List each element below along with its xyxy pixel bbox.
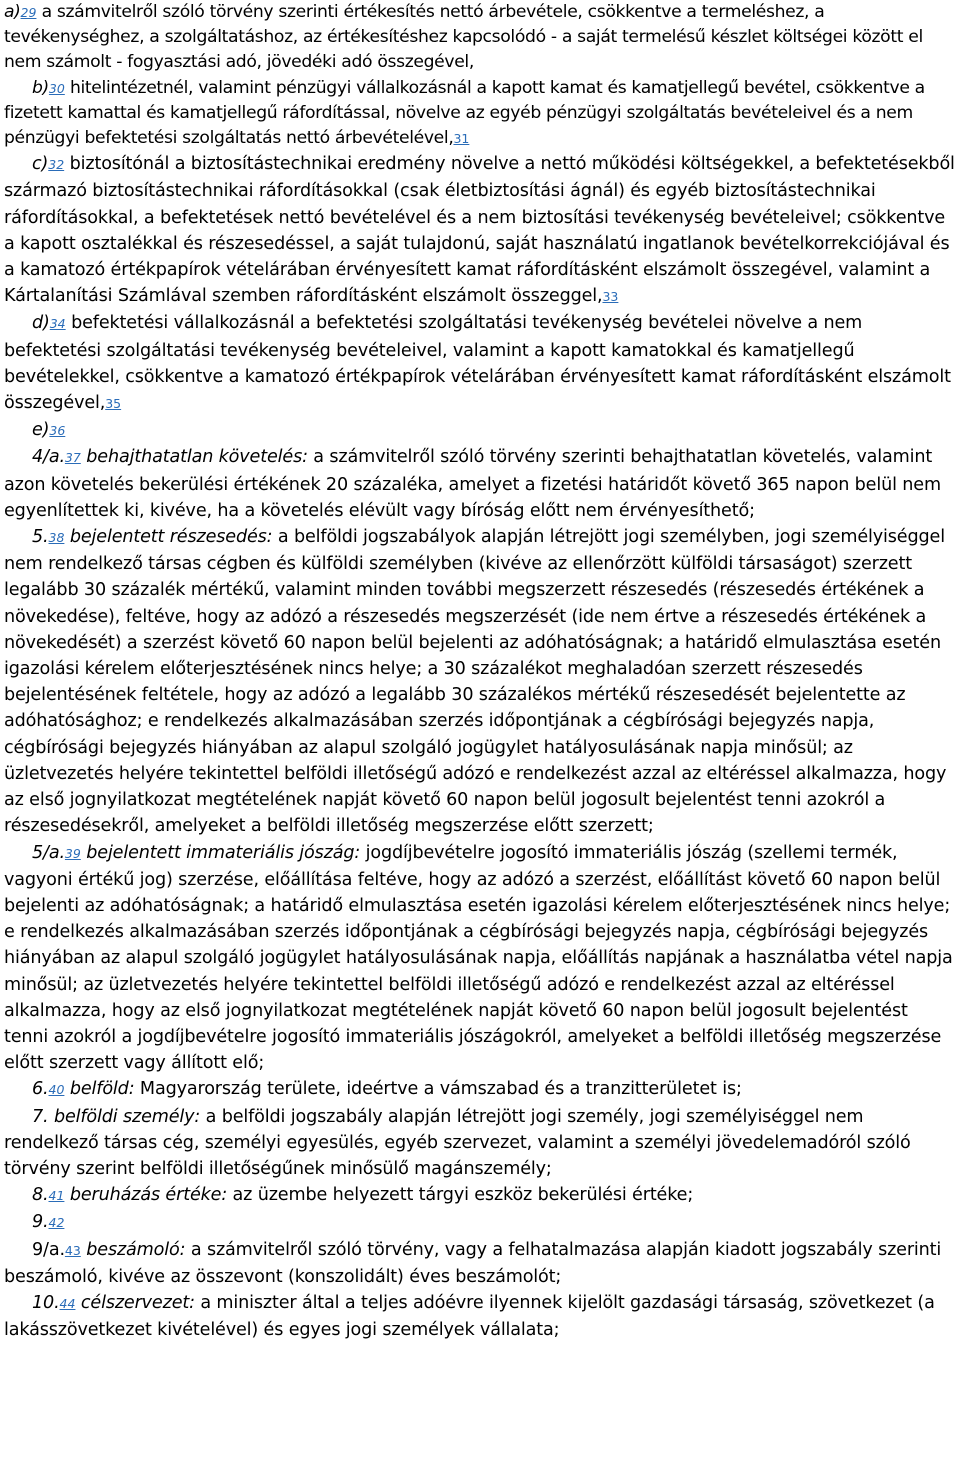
paragraph-d <box>4 310 956 417</box>
item-label: 6. <box>32 1079 49 1100</box>
paragraph-text: az üzembe helyezett tárgyi eszköz bekerülési értéke; <box>227 1185 694 1206</box>
footnote-link[interactable]: 38 <box>48 530 65 546</box>
paragraph-text: a miniszter által a teljes adóévre ilyennek kijelölt gazdasági társaság, szövetkezet (a lakásszövetkezet kivételével) és egyes jogi személyek vállalata; <box>4 1292 935 1341</box>
paragraph-10 <box>4 1290 956 1343</box>
item-label: a) <box>4 2 21 22</box>
paragraph-text: a számvitelről szóló törvény, vagy a felhatalmazása alapján kiadott jogszabály szerinti beszámoló, kivéve az összevont (konszolidált) éves beszámolót; <box>4 1239 942 1287</box>
item-label: d) <box>32 313 50 334</box>
defined-term: behajthatatlan követelés: <box>80 447 308 468</box>
item-label: 5. <box>32 527 49 548</box>
paragraph-5a <box>4 840 956 1077</box>
footnote-link[interactable]: 42 <box>48 1215 65 1231</box>
footnote-link[interactable]: 40 <box>48 1082 65 1098</box>
defined-term: bejelentett immateriális jószág: <box>80 842 361 863</box>
paragraph-text: jogdíjbevételre jogosító immateriális jószág (szellemi termék, vagyoni értékű jog) szerzése, előállítása feltéve, hogy az adózó a szerzést, előállítást követő 60 napon belül bejelenti az adóhatóságnak; a határidő elmulasztása esetén igazolási kérelem előterjesztésének nincs helye; e rendelkezés alkalmazásában szerzés időpontjának a cégbírósági bejegyzés napja, cégbírósági bejegyzés hiányában az alapul szolgáló jogügylet hatályosulásának napja, előállítás napjának a használatba vétel napja minősül; az üzletvezetés helyére tekintettel belföldi illetőségű adózó e rendelkezést azzal az eltéréssel alkalmazza, hogy az első jognyilatkozat megtételének napját követő 60 napon belül jogosult bejelentést tenni azokról a jogdíjbevételre jogosító immateriális jószágokról, amelyeket a belföldi illetőség megszerzése előtt szerzett vagy állított elő; <box>4 842 953 1074</box>
paragraph-8 <box>4 1182 956 1209</box>
footnote-link[interactable]: 34 <box>49 316 66 332</box>
footnote-link[interactable]: 41 <box>48 1188 65 1204</box>
item-label: 10. <box>32 1292 60 1313</box>
paragraph-text: Magyarország területe, ideértve a vámszabad és a tranzitterületet is; <box>134 1079 742 1100</box>
paragraph-5 <box>4 524 956 839</box>
footnote-link[interactable]: 29 <box>20 5 37 20</box>
item-label: 5/a. <box>32 842 65 863</box>
footnote-link[interactable]: 32 <box>48 157 65 173</box>
paragraph-b <box>4 76 956 152</box>
paragraph-text: befektetési vállalkozásnál a befektetési szolgáltatási tevékenység bevételei növelve a nem befektetési szolgáltatási tevékenység bevételeivel, valamint a kapott kamatokkal és kamatjellegű bevételekkel, csökkentve a kamatozó értékpapírok vételárában érvényesített kamat ráfordításként elszámolt összegével, <box>4 313 951 414</box>
paragraph-a <box>4 0 956 76</box>
paragraph-9 <box>4 1209 956 1236</box>
footnote-link[interactable]: 37 <box>64 450 81 466</box>
paragraph-text: a belföldi jogszabály alapján létrejött jogi személy, jogi személyiséggel nem rendelkező társas cég, személyi egyesülés, egyéb szervezet, valamint a személyi jövedelemadóról szóló törvény szerint belföldi illetőségűnek minősülő magánszemély; <box>4 1106 911 1179</box>
defined-term: belföld: <box>64 1079 135 1100</box>
footnote-link[interactable]: 35 <box>105 396 122 412</box>
paragraph-text: a számvitelről szóló törvény szerinti behajthatatlan követelés, valamint azon követelés bekerülési értékének 20 százaléka, amelyet a fizetési határidőt követő 365 napon belül nem egyenlítettek ki, kivéve, ha a követelés elévült vagy bíróság előtt nem érvényesíthető; <box>4 447 941 521</box>
footnote-link[interactable]: 39 <box>64 845 81 861</box>
paragraph-c <box>4 151 956 310</box>
item-label: 9. <box>32 1212 49 1233</box>
paragraph-9a <box>4 1237 956 1290</box>
item-label: 4/a. <box>32 447 65 468</box>
item-label: 7. <box>32 1106 49 1127</box>
footnote-link[interactable]: 33 <box>602 289 619 305</box>
paragraph-7 <box>4 1104 956 1183</box>
item-label: c) <box>32 154 49 175</box>
item-label: b) <box>32 77 49 98</box>
item-label: 8. <box>32 1185 49 1206</box>
paragraph-text: a számvitelről szóló törvény szerinti értékesítés nettó árbevétele, csökkentve a termeléshez, a tevékenységhez, a szolgáltatáshoz, az értékesítéshez kapcsolódó - a saját termelésű készlet költségei között el nem számolt - fogyasztási adó, jövedéki adó összegével, <box>4 2 923 73</box>
paragraph-e <box>4 417 956 444</box>
paragraph-text: a belföldi jogszabályok alapján létrejött jogi személyben, jogi személyiséggel nem rendelkező társas cégben és külföldi személyben (kivéve az ellenőrzött külföldi társaságot) szerzett legalább 30 százalék mértékű, valamint minden további megszerzett részesedés (részesedés értékének a növekedése), feltéve, hogy az adózó a részesedés megszerzését (ide nem értve a részesedés értékének a növekedését) a szerzést követő 60 napon belül bejelenti az adóhatóságnak; a határidő elmulasztása esetén igazolási kérelem előterjesztésének nincs helye; a 30 százalékot meghaladóan szerzett részesedés bejelentésének feltétele, hogy az adózó a legalább 30 százalékos mértékű részesedését bejelentette az adóhatósághoz; e rendelkezés alkalmazásában szerzés időpontjának a cégbírósági bejegyzés napja, cégbírósági bejegyzés hiányában az alapul szolgáló jogügylet hatályosulásának napja minősül; az üzletvezetés helyére tekintettel belföldi illetőségű adózó e rendelkezést azzal az eltéréssel alkalmazza, hogy az első jognyilatkozat megtételének napját követő 60 napon belül jogosult bejelentést tenni azokról a részesedésekről, amelyeket a belföldi illetőség megszerzése előtt szerzett; <box>4 527 947 837</box>
paragraph-6 <box>4 1076 956 1103</box>
footnote-link[interactable]: 44 <box>59 1295 76 1311</box>
item-label: 9/a. <box>32 1239 65 1260</box>
item-label: e) <box>32 420 50 441</box>
footnote-link[interactable]: 43 <box>64 1242 81 1258</box>
defined-term: bejelentett részesedés: <box>64 527 273 548</box>
defined-term: beruházás értéke: <box>64 1185 228 1206</box>
paragraph-text: hitelintézetnél, valamint pénzügyi vállalkozásnál a kapott kamat és kamatjellegű bevétel, csökkentve a fizetett kamattal és kamatjellegű ráfordítással, növelve az egyéb pénzügyi szolgáltatás bevételeivel és a nem pénzügyi befektetési szolgáltatás nettó árbevételével, <box>4 77 925 149</box>
footnote-link[interactable]: 36 <box>49 423 66 439</box>
footnote-link[interactable]: 31 <box>453 131 470 147</box>
footnote-link[interactable]: 30 <box>48 80 65 96</box>
paragraph-text: biztosítónál a biztosítástechnikai eredmény növelve a nettó működési költségekkel, a befektetésekből származó biztosítástechnikai ráfordításokkal (csak életbiztosítási ágnál) és egyéb biztosítástechnikai ráfordításokkal, a befektetések nettó bevételével és a nem biztosítási tevékenység bevételeivel; csökkentve a kapott osztalékkal és részesedéssel, a saját tulajdonú, saját használatú ingatlanok bevételkorrekciójával és a kamatozó értékpapírok vételárában érvényesített kamat ráfordításként elszámolt összegével, valamint a Kártalanítási Számlával szemben ráfordításként elszámolt összeggel, <box>4 154 955 307</box>
paragraph-4a <box>4 444 956 524</box>
defined-term: belföldi személy: <box>48 1106 201 1127</box>
defined-term: célszervezet: <box>75 1292 195 1313</box>
defined-term: beszámoló: <box>80 1239 186 1260</box>
